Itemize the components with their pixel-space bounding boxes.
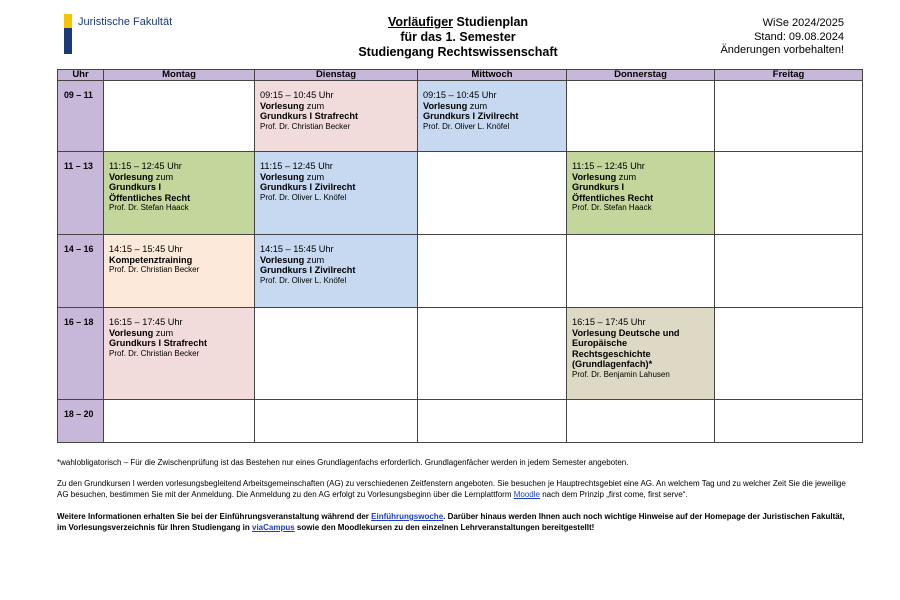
course-time: 09:15 – 10:45 Uhr (260, 90, 334, 100)
course-title-line (572, 328, 709, 339)
disclaimer: Änderungen vorbehalten! (720, 44, 844, 56)
course-cell (567, 308, 715, 400)
note-arbeitsgemeinschaften (57, 478, 847, 500)
course-title-rest: zum (616, 171, 637, 182)
course-title-line (109, 338, 249, 349)
lecturer-name: Prof. Dr. Benjamin Lahusen (572, 369, 670, 379)
course-title-bold: Vorlesung (109, 171, 154, 182)
course-title-bold: Grundkurs I (572, 182, 625, 192)
course-cell (104, 235, 255, 308)
empty-cell (418, 152, 567, 235)
course-cell (255, 152, 418, 235)
course-cell (418, 81, 567, 152)
course-cell (104, 152, 255, 235)
note-text: Zu den Grundkursen I werden vorlesungsbegleitend Arbeitsgemeinschaften (AG) zu verschiedenen Zeitfenstern angeboten. Sie besuchen je Hauptrechtsgebiet eine AG. An welchem Tag und zu welcher Zeit Sie die jeweilige AG besuchen, bestimmen Sie mit der Anmeldung. Die Anmeldung zu den AG erfolgt zu Vorlesungsbeginn über die Lernplattform (57, 479, 846, 499)
logo-bars-icon (64, 14, 72, 54)
empty-cell (418, 235, 567, 308)
course-title-line (572, 349, 709, 360)
course-time: 11:15 – 12:45 Uhr (572, 161, 645, 171)
einfuehrungswoche-link[interactable]: Einführungswoche (371, 512, 444, 521)
title-line2: für das 1. Semester (400, 30, 516, 44)
course-title-line (109, 172, 249, 183)
time-slot-cell: 16 – 18 (58, 308, 104, 400)
table-row (58, 81, 863, 152)
course-cell (567, 152, 715, 235)
course-title-line (260, 255, 412, 266)
semester-label: WiSe 2024/2025 (762, 17, 844, 29)
course-title-bold: Öffentliches Recht (572, 192, 654, 203)
empty-cell (715, 152, 863, 235)
course-title-line (260, 172, 412, 183)
course-title-bold: Grundkurs I (109, 182, 162, 192)
course-time: 16:15 – 17:45 Uhr (109, 317, 183, 327)
column-header: Freitag (715, 70, 863, 81)
empty-cell (715, 400, 863, 443)
course-title-line (572, 193, 709, 204)
time-slot-cell: 11 – 13 (58, 152, 104, 235)
course-title-bold: Grundkurs I Zivilrecht (260, 182, 356, 192)
faculty-logo (64, 14, 172, 54)
course-time: 11:15 – 12:45 Uhr (260, 161, 333, 171)
note-text: sowie den Moodlekursen zu den einzelnen Lehrveranstaltungen bereitgestellt! (294, 523, 595, 532)
course-cell (255, 81, 418, 152)
empty-cell (715, 81, 863, 152)
course-title-bold: Vorlesung (109, 327, 154, 338)
course-title-bold: Vorlesung Deutsche und (572, 327, 680, 338)
course-title-rest: zum (304, 171, 325, 182)
column-header: Montag (104, 70, 255, 81)
faculty-name: Juristische Fakultät (78, 16, 173, 28)
table-header-row (58, 70, 863, 81)
course-title-bold: Vorlesung (423, 100, 468, 111)
table-row (58, 235, 863, 308)
column-header: Mittwoch (418, 70, 567, 81)
column-header: Donnerstag (567, 70, 715, 81)
course-title-bold: Öffentliches Recht (109, 192, 191, 203)
course-title-bold: Grundkurs I Zivilrecht (260, 265, 356, 275)
schedule-table (57, 69, 863, 443)
lecturer-name: Prof. Dr. Christian Becker (109, 265, 200, 274)
note-text: Weitere Informationen erhalten Sie bei der Einführungsveranstaltung während der (57, 512, 372, 521)
title-line3: Studiengang Rechtswissenschaft (358, 45, 558, 59)
column-header: Uhr (58, 70, 104, 81)
course-title-bold: Vorlesung (572, 171, 617, 182)
course-title-line (260, 182, 412, 193)
course-cell (104, 308, 255, 400)
course-title-line (109, 328, 249, 339)
course-title-line (572, 172, 709, 183)
course-title-line (572, 359, 709, 370)
stand-date: Stand: 09.08.2024 (754, 30, 844, 43)
course-cell (255, 235, 418, 308)
course-title-line (109, 193, 249, 204)
course-title-line (109, 255, 249, 266)
time-slot-cell: 09 – 11 (58, 81, 104, 152)
time-slot-cell: 18 – 20 (58, 400, 104, 443)
lecturer-name: Prof. Dr. Oliver L. Knöfel (260, 275, 347, 285)
empty-cell (104, 400, 255, 443)
course-title-bold: Kompetenztraining (109, 254, 193, 265)
column-header: Dienstag (255, 70, 418, 81)
note-text: nach dem Prinzip „first come, first serve“. (539, 490, 688, 499)
title-underlined: Vorläufiger (387, 15, 454, 29)
lecturer-name: Prof. Dr. Oliver L. Knöfel (423, 121, 510, 131)
course-time: 09:15 – 10:45 Uhr (423, 90, 497, 100)
course-title-line (109, 182, 249, 193)
course-title-bold: Grundkurs I Strafrecht (109, 338, 208, 348)
course-title-rest: zum (153, 327, 174, 338)
moodle-link[interactable]: Moodle (513, 490, 540, 499)
course-title-bold: Vorlesung (260, 171, 305, 182)
course-title-bold: Grundkurs I Zivilrecht (423, 111, 519, 121)
course-time: 14:15 – 15:45 Uhr (109, 244, 183, 254)
empty-cell (567, 400, 715, 443)
empty-cell (567, 235, 715, 308)
title-line1-rest: Studienplan (453, 15, 529, 29)
course-time: 16:15 – 17:45 Uhr (572, 317, 646, 327)
course-time: 11:15 – 12:45 Uhr (109, 161, 182, 171)
course-title-bold: Vorlesung (260, 100, 305, 111)
document-meta (720, 17, 844, 58)
lecturer-name: Prof. Dr. Stefan Haack (572, 203, 652, 212)
course-title-rest: zum (304, 254, 325, 265)
course-title-bold: Vorlesung (260, 254, 305, 265)
course-title-bold: Europäische (572, 338, 628, 348)
empty-cell (418, 308, 567, 400)
empty-cell (104, 81, 255, 152)
course-title-bold: Rechtsgeschichte (572, 348, 651, 359)
table-row (58, 400, 863, 443)
empty-cell (255, 308, 418, 400)
course-title-bold: (Grundlagenfach)* (572, 359, 653, 369)
viacampus-link[interactable]: viaCampus (252, 523, 295, 532)
course-title-line (260, 265, 412, 276)
course-title-line (423, 101, 561, 112)
course-title-line (260, 101, 412, 112)
course-title-line (423, 111, 561, 122)
note-text: . Darüber hinaus werden Ihnen auch noch wichtige Hinweise auf der Homepage der Juristischen Fakultät, im Vorlesungsverzeichnis für Ihren Studiengang in (57, 512, 845, 532)
lecturer-name: Prof. Dr. Christian Becker (260, 121, 351, 131)
footnote-wahlobligatorisch: *wahlobligatorisch – Für die Zwischenprüfung ist das Bestehen nur eines Grundlagenfachs erforderlich. Grundlagenfächer werden in jedem Semester angeboten. (57, 458, 629, 467)
course-time: 14:15 – 15:45 Uhr (260, 244, 334, 254)
course-title-rest: zum (467, 100, 488, 111)
course-title-line (260, 111, 412, 122)
table-row (58, 152, 863, 235)
empty-cell (567, 81, 715, 152)
empty-cell (715, 308, 863, 400)
course-title-line (572, 338, 709, 349)
course-title-rest: zum (153, 171, 174, 182)
time-slot-cell: 14 – 16 (58, 235, 104, 308)
lecturer-name: Prof. Dr. Christian Becker (109, 348, 200, 358)
table-row (58, 308, 863, 400)
empty-cell (255, 400, 418, 443)
note-further-information (57, 511, 847, 533)
empty-cell (715, 235, 863, 308)
page-title (300, 15, 616, 60)
lecturer-name: Prof. Dr. Oliver L. Knöfel (260, 192, 347, 202)
course-title-rest: zum (304, 100, 325, 111)
course-title-bold: Grundkurs I Strafrecht (260, 111, 359, 121)
course-title-line (572, 182, 709, 193)
empty-cell (418, 400, 567, 443)
lecturer-name: Prof. Dr. Stefan Haack (109, 203, 189, 212)
